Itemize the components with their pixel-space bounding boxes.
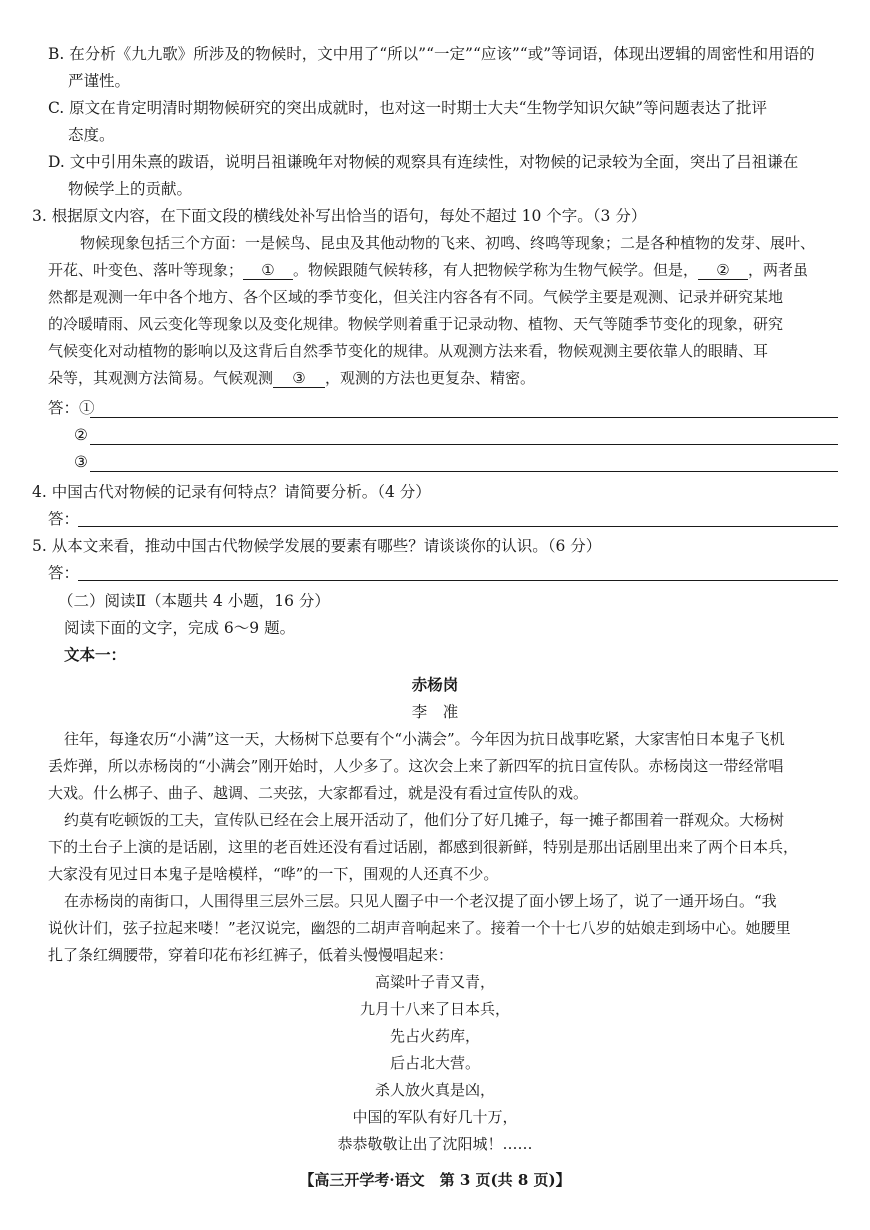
q3-answer-line-2[interactable]	[90, 444, 838, 445]
story-line: 扎了条红绸腰带，穿着印花布衫红裤子，低着头慢慢唱起来：	[48, 946, 454, 964]
q3-answer-2: ②	[74, 426, 88, 444]
q4-answer-prefix: 答：	[48, 510, 80, 528]
story-title: 赤杨岗	[411, 675, 459, 694]
story-line: 丢炸弹，所以赤杨岗的“小满会”刚开始时，人少多了。这次会上来了新四军的抗日宣传队。赤杨岗这一带经常唱	[48, 757, 784, 775]
song-line: 后占北大营。	[389, 1054, 480, 1072]
q3-blank-1[interactable]: ①	[243, 262, 293, 280]
page-footer: 【高三开学考·语文 第 3 页(共 8 页)】	[299, 1171, 571, 1189]
q3-answer-1: 答：①	[48, 399, 95, 417]
q3-passage-line-3: 然都是观测一年中各个地方、各个区域的季节变化，但关注内容各有不同。气候学主要是观测、记录并研究某地	[48, 288, 784, 306]
q3-passage-line-6: 朵等，其观测方法简易。气候观测 ③ ，观测的方法也更复杂、精密。	[48, 369, 536, 387]
story-line: 下的土台子上演的是话剧，这里的老百姓还没有看过话剧，都感到很新鲜，特别是那出话剧里出来了两个日本兵，	[48, 838, 799, 856]
song-line: 中国的军队有好几十万，	[352, 1108, 518, 1126]
q3-blank-2[interactable]: ②	[698, 262, 748, 280]
story-author: 李 准	[411, 703, 459, 721]
text-one-label: 文本一：	[64, 645, 127, 664]
q3-passage-line-2: 开花、叶变色、落叶等现象； ① 。物候跟随气候转移，有人把物候学称为生物气候学。但是， ② ，两者虽	[48, 261, 809, 279]
song-line: 恭恭敬敬让出了沈阳城！……	[337, 1135, 533, 1153]
q3-blank-3[interactable]: ③	[273, 370, 325, 388]
section-2-instruction: 阅读下面的文字，完成 6～9 题。	[64, 619, 296, 637]
q3-answer-line-3[interactable]	[90, 471, 838, 472]
section-2-heading: （二）阅读Ⅱ（本题共 4 小题，16 分）	[58, 592, 330, 610]
q5-answer-line[interactable]	[78, 580, 838, 581]
q5-answer-prefix: 答：	[48, 564, 80, 582]
option-c-line-1: C. 原文在肯定明清时期物候研究的突出成就时，也对这一时期士大夫“生物学知识欠缺”等问题表达了批评	[48, 99, 768, 117]
song-line: 先占火药库，	[389, 1027, 480, 1045]
option-d-line-2: 物候学上的贡献。	[68, 180, 193, 198]
story-line: 大家没有见过日本鬼子是啥模样，“哗”的一下，围观的人还真不少。	[48, 865, 499, 883]
song-line: 杀人放火真是凶，	[374, 1081, 495, 1099]
q4-stem: 4. 中国古代对物候的记录有何特点？请简要分析。（4 分）	[32, 483, 431, 501]
q4-answer-line[interactable]	[78, 526, 838, 527]
q3-passage-line-1: 物候现象包括三个方面：一是候鸟、昆虫及其他动物的飞来、初鸣、终鸣等现象；二是各种植物的发芽、展叶、	[80, 234, 816, 252]
option-d-line-1: D. 文中引用朱熹的跋语，说明吕祖谦晚年对物候的观察具有连续性，对物候的记录较为全面，突出了吕祖谦在	[48, 153, 799, 171]
story-line: 说伙计们，弦子拉起来喽！”老汉说完，幽怨的二胡声音响起来了。接着一个十七八岁的姑娘走到场中心。她腰里	[48, 919, 791, 937]
option-c-line-2: 态度。	[68, 126, 115, 144]
story-line: 在赤杨岗的南街口，人围得里三层外三层。只见人圈子中一个老汉提了面小锣上场了，说了一通开场白。“我	[64, 892, 777, 910]
option-b-line-2: 严谨性。	[68, 72, 131, 90]
option-b-line-1: B. 在分析《九九歌》所涉及的物候时，文中用了“所以”“一定”“应该”“或”等词语，体现出逻辑的周密性和用语的	[48, 45, 815, 63]
q3-passage-line-4: 的冷暖晴雨、风云变化等现象以及变化规律。物候学则着重于记录动物、植物、天气等随季节变化的现象，研究	[48, 315, 784, 333]
q3-answer-3: ③	[74, 453, 88, 471]
q5-stem: 5. 从本文来看，推动中国古代物候学发展的要素有哪些？请谈谈你的认识。（6 分）	[32, 537, 602, 555]
story-line: 约莫有吃顿饭的工夫，宣传队已经在会上展开活动了，他们分了好几摊子，每一摊子都围着一群观众。大杨树	[64, 811, 785, 829]
story-line: 往年，每逢农历“小满”这一天，大杨树下总要有个“小满会”。今年因为抗日战事吃紧，大家害怕日本鬼子飞机	[64, 730, 785, 748]
q3-answer-line-1[interactable]	[90, 417, 838, 418]
story-line: 大戏。什么梆子、曲子、越调、二夹弦，大家都看过，就是没有看过宣传队的戏。	[48, 784, 589, 802]
song-line: 九月十八来了日本兵，	[359, 1000, 510, 1018]
q3-stem: 3. 根据原文内容，在下面文段的横线处补写出恰当的语句，每处不超过 10 个字。（3 分）	[32, 207, 647, 225]
q3-passage-line-5: 气候变化对动植物的影响以及这背后自然季节变化的规律。从观测方法来看，物候观测主要依靠人的眼睛、耳	[48, 342, 769, 360]
song-line: 高粱叶子青又青，	[374, 973, 495, 991]
